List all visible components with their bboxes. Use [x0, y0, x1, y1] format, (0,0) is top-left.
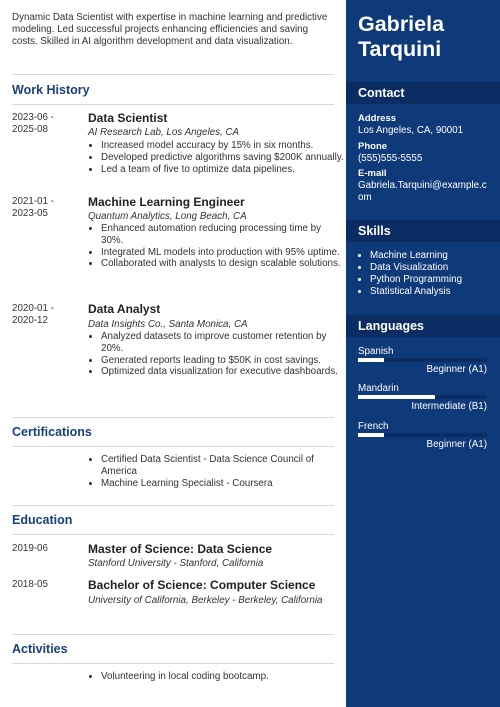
address-value: Los Angeles, CA, 90001 — [358, 125, 464, 136]
job-title: Data Analyst — [88, 302, 161, 316]
job-bullet: • Integrated ML models into production with 95% uptime. — [101, 247, 346, 259]
skill-item: • Data Visualization — [370, 262, 495, 274]
divider — [12, 417, 334, 418]
certifications-heading: Certifications — [12, 425, 92, 439]
education-heading: Education — [12, 513, 73, 527]
address-label: Address — [358, 113, 397, 124]
certification-item: • Machine Learning Specialist - Coursera — [101, 478, 346, 490]
language-bar-track — [358, 433, 487, 437]
education-date: 2018-05 — [12, 579, 48, 590]
job-date-end: 2020-12 — [12, 315, 48, 326]
activity-item: • Volunteering in local coding bootcamp. — [101, 671, 346, 683]
education-degree: Master of Science: Data Science — [88, 542, 273, 556]
contact-heading: Contact — [358, 86, 405, 100]
job-bullet: • Optimized data visualization for executive dashboards. — [101, 366, 346, 378]
job-title: Data Scientist — [88, 111, 168, 125]
job-company: Data Insights Co., Santa Monica, CA — [88, 319, 248, 330]
skill-item: • Machine Learning — [370, 250, 495, 262]
job-bullets — [88, 223, 346, 270]
language-bar-track — [358, 395, 487, 399]
skills-list — [358, 250, 495, 298]
education-school: University of California, Berkeley - Berkeley, California — [88, 595, 323, 606]
job-date-end: 2025-08 — [12, 124, 48, 135]
job-date-end: 2023-05 — [12, 208, 48, 219]
last-name: Tarquini — [358, 37, 442, 61]
job-bullet: • Increased model accuracy by 15% in six months. — [101, 140, 346, 152]
candidate-name — [358, 12, 493, 62]
phone-value: (555)555-5555 — [358, 153, 423, 164]
skill-item: • Python Programming — [370, 274, 495, 286]
activities-heading: Activities — [12, 642, 68, 656]
language-bar-fill — [358, 395, 435, 399]
divider — [12, 74, 334, 75]
job-date-start: 2020-01 - — [12, 303, 54, 314]
job-bullet: • Generated reports leading to $50K in cost savings. — [101, 355, 346, 367]
certifications-list — [88, 454, 346, 489]
job-bullet: • Enhanced automation reducing processing time by 30%. — [101, 223, 346, 247]
skills-heading: Skills — [358, 224, 391, 238]
certification-item: • Certified Data Scientist - Data Science Council of America — [101, 454, 346, 478]
divider — [12, 534, 334, 535]
job-bullet: • Collaborated with analysts to design scalable solutions. — [101, 258, 346, 270]
job-bullets — [88, 331, 346, 378]
language-level: Intermediate (B1) — [411, 401, 487, 412]
phone-label: Phone — [358, 141, 388, 152]
language-name: Spanish — [358, 346, 394, 357]
divider — [12, 446, 334, 447]
divider — [12, 505, 334, 506]
job-title: Machine Learning Engineer — [88, 195, 245, 209]
language-level: Beginner (A1) — [426, 439, 487, 450]
divider — [12, 663, 334, 664]
divider — [12, 634, 334, 635]
summary-text: Dynamic Data Scientist with expertise in machine learning and predictive modeling. Led successful projects enhancing efficiencies and saving costs. Skilled in AI algorithm development and data visualization. — [12, 12, 328, 47]
job-date-start: 2023-06 - — [12, 112, 54, 123]
language-name: French — [358, 421, 389, 432]
education-degree: Bachelor of Science: Computer Science — [88, 578, 316, 592]
job-bullet: • Analyzed datasets to improve customer retention by 20%. — [101, 331, 346, 355]
email-label: E-mail — [358, 168, 387, 179]
language-bar-fill — [358, 358, 384, 362]
language-level: Beginner (A1) — [426, 364, 487, 375]
job-company: Quantum Analytics, Long Beach, CA — [88, 211, 247, 222]
education-date: 2019-06 — [12, 543, 48, 554]
language-name: Mandarin — [358, 383, 399, 394]
job-bullet: • Led a team of five to optimize data pipelines. — [101, 164, 346, 176]
first-name: Gabriela — [358, 12, 445, 36]
languages-heading: Languages — [358, 319, 424, 333]
job-date-start: 2021-01 - — [12, 196, 54, 207]
work-history-heading: Work History — [12, 83, 90, 97]
education-school: Stanford University - Stanford, California — [88, 558, 264, 569]
job-company: AI Research Lab, Los Angeles, CA — [88, 127, 240, 138]
language-bar-fill — [358, 433, 384, 437]
divider — [12, 104, 334, 105]
language-bar-track — [358, 358, 487, 362]
job-bullets — [88, 140, 346, 175]
skill-item: • Statistical Analysis — [370, 286, 495, 298]
activities-list — [88, 671, 346, 683]
email-value: Gabriela.Tarquini@example.com — [358, 180, 487, 203]
job-bullet: • Developed predictive algorithms saving $200K annually. — [101, 152, 346, 164]
